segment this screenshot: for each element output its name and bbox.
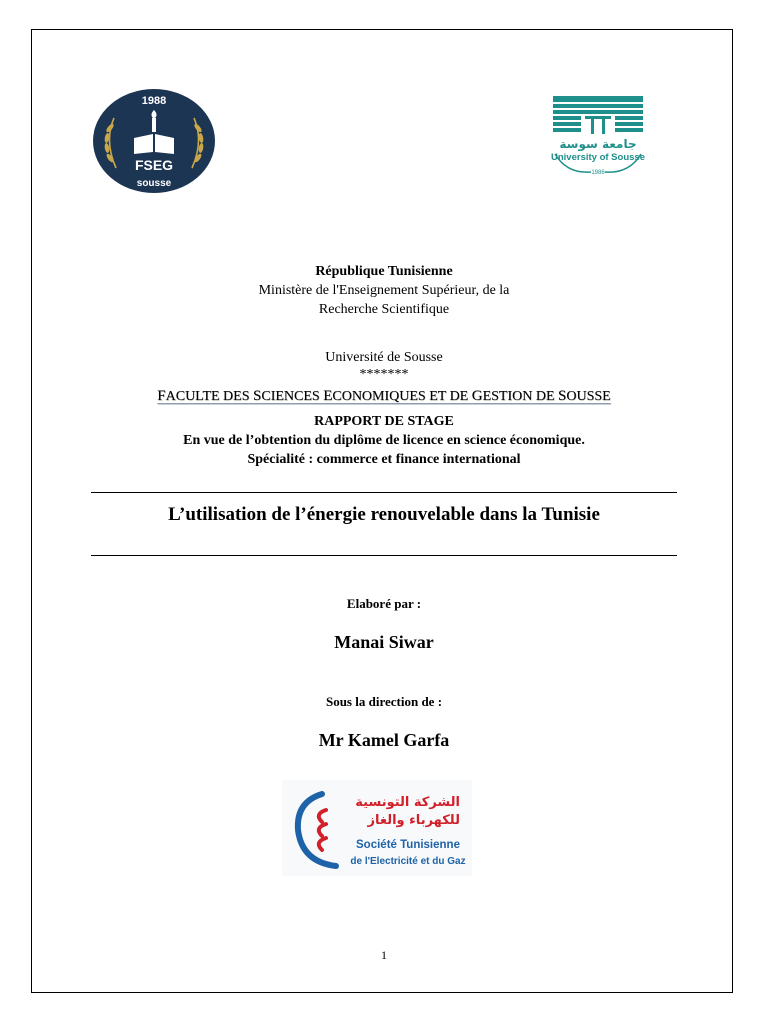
- supervisor-name: Mr Kamel Garfa: [318, 730, 450, 750]
- faculty-cap: E: [323, 388, 333, 404]
- faculty-cap: F: [157, 388, 166, 404]
- faculty-rest: ACULTE DES: [165, 389, 254, 404]
- page-number: 1: [381, 948, 387, 962]
- faculty-cap: G: [471, 388, 483, 404]
- author-name: Manai Siwar: [334, 632, 434, 652]
- sousse-year: 1986: [591, 170, 605, 176]
- fseg-year: 1988: [141, 95, 167, 107]
- faculty-rest: OUSSE: [566, 389, 611, 404]
- steg-name-line-2: de l'Electricité et du Gaz: [350, 856, 466, 867]
- faculty-rest: CIENCES: [261, 389, 324, 404]
- faculty-rest: ESTION DE: [482, 389, 559, 404]
- sousse-latin-name: University of Sousse: [551, 152, 645, 163]
- separator-stars: *******: [359, 367, 409, 382]
- faculty-cap: S: [558, 388, 567, 404]
- title-top-rule: [91, 492, 677, 493]
- report-block: [0, 412, 768, 469]
- fseg-city: sousse: [136, 178, 172, 189]
- university-of-sousse-logo: [545, 94, 651, 178]
- header-block: [0, 262, 768, 319]
- thesis-title: L’utilisation de l’énergie renouvelable dans la Tunisie: [168, 504, 600, 525]
- sousse-arabic-name: جامعة سوسة: [559, 137, 637, 151]
- supervisor-label: Sous la direction de :: [325, 694, 443, 709]
- steg-name-line-1: Société Tunisienne: [356, 839, 460, 851]
- republic-line: République Tunisienne: [315, 264, 453, 279]
- faculty-name: [0, 387, 768, 406]
- report-specialty: Spécialité : commerce et finance international: [247, 452, 521, 467]
- fseg-name: FSEG: [134, 157, 174, 173]
- author-label: Elaboré par :: [346, 596, 422, 611]
- faculty-cap: S: [253, 388, 262, 404]
- steg-logo: [282, 780, 472, 876]
- title-bottom-rule: [91, 555, 677, 556]
- steg-arabic-line-1: الشركة التونسية: [355, 795, 460, 810]
- university-block: [0, 349, 768, 383]
- steg-arabic-line-2: للكهرباء والغاز: [367, 813, 460, 828]
- ministry-line-2: Recherche Scientifique: [318, 302, 450, 317]
- fseg-logo: [92, 88, 216, 194]
- report-purpose: En vue de l’obtention du diplôme de licence en science économique.: [183, 433, 585, 448]
- faculty-rest: CONOMIQUES ET DE: [332, 389, 472, 404]
- ministry-line-1: Ministère de l'Enseignement Supérieur, de la: [258, 283, 510, 298]
- report-type: RAPPORT DE STAGE: [314, 414, 454, 429]
- university-name: Université de Sousse: [325, 350, 443, 365]
